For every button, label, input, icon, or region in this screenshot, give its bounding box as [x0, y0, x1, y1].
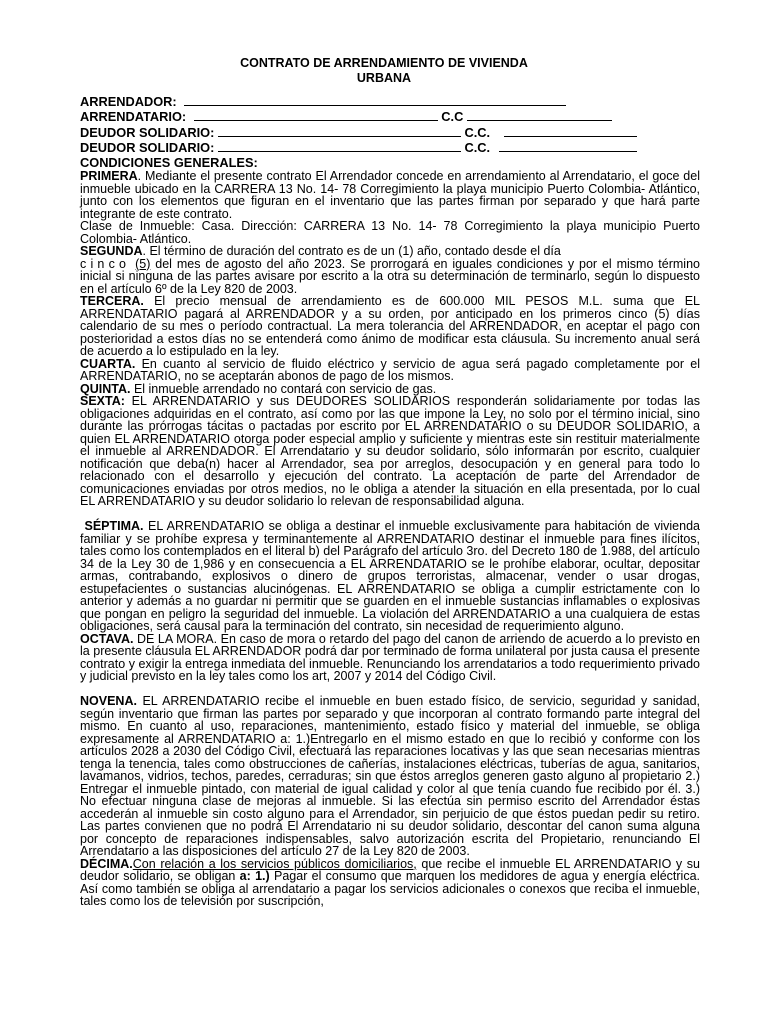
clause-primera: [80, 170, 700, 220]
arrendador-row: [80, 94, 640, 109]
deudor-2-blank: [218, 140, 461, 152]
clause-cuarta-label: CUARTA.: [80, 356, 136, 371]
arrendatario-label: ARRENDATARIO:: [80, 109, 187, 125]
clause-cuarta: [80, 358, 700, 383]
deudor-1-row: [80, 125, 640, 140]
clause-segunda-paren: (5): [135, 256, 151, 271]
document-title: [0, 56, 768, 85]
clause-decima-underlined: Con relación a los servicios públicos domiciliarios,: [132, 856, 417, 871]
clause-cuarta-text: En cuanto al servicio de fluido eléctrico y servicio de agua será pagado completamente por el ARRENDATARIO, no se aceptarán abonos de pago de los mismos.: [80, 356, 700, 383]
arrendatario-row: [80, 109, 640, 124]
clause-decima-text-a: que recibe el inmueble EL ARRENDATARIO y su deudor solidario, se obligan: [80, 856, 700, 883]
arrendatario-blank: [194, 109, 438, 121]
clause-tercera-label: TERCERA.: [80, 294, 144, 308]
clause-quinta-label: QUINTA.: [80, 381, 131, 396]
deudor-1-cc-label: C.C.: [464, 124, 491, 140]
clause-quinta-text: El inmueble arrendado no contará con servicio de gas.: [130, 381, 437, 396]
clause-sexta-label: SEXTA:: [80, 394, 125, 408]
clause-novena-label: NOVENA.: [80, 694, 137, 708]
arrendador-blank: [184, 94, 566, 106]
clause-primera-label: PRIMERA: [80, 169, 138, 183]
deudor-2-cc-blank: [499, 140, 637, 152]
clause-septima-text: EL ARRENDATARIO se obliga a destinar el inmueble exclusivamente para habitación de vivienda familiar y se prohíbe expresa y terminantemente al ARRENDATARIO destinar el inmueble para fines ilícitos, tales como los contemplados en el literal b) del Parágrafo del artículo 3ro. del Decreto 180 de 1.988, del artículo 34 de la Ley 30 de 1,986 y en consecuencia a EL ARRENDATARIO se le prohíbe elaborar, ocultar, depositar armas, contrabando, explosivos o dinero de grupos terroristas, almacenar, vender o usar drogas, estupefacientes o sustancias alucinógenas. EL ARRENDATARIO se obliga a cumplir estrictamente con lo anterior y además a no guardar ni permitir que se guarden en el inmueble sustancias inflamables o explosivas que pongan en peligro la seguridad del inmueble. La violación del ARRENDATARIO a una cualquiera de estas obligaciones, será causal para la terminación del contrato, sin necesidad de requerimiento alguno.: [80, 519, 700, 633]
clause-sexta: [80, 395, 700, 508]
deudor-1-cc-blank: [504, 125, 637, 137]
clause-septima: [80, 520, 700, 633]
arrendatario-cc-blank: [467, 109, 612, 121]
deudor-1-blank: [218, 125, 461, 137]
clause-decima: [80, 858, 700, 908]
clause-segunda-text-b: del mes de agosto del año 2023. Se prorrogará en iguales condiciones y por el mismo término inicial si ninguna de las partes avisare por escrito a la otra su determinación de terminarlo, según lo dispuesto en el artículo 6º de la Ley 820 de 2003.: [80, 256, 700, 296]
clause-segunda-label: SEGUNDA: [80, 244, 143, 258]
clause-segunda-cinco: cinco: [80, 256, 131, 271]
clause-octava-text: DE LA MORA. En caso de mora o retardo del pago del canon de arriendo de acuerdo a lo previsto en la presente cláusula EL ARRENDADOR podrá dar por terminado de forma unilateral por justa causa el presente contrato y exigir la entrega inmediata del inmueble. Renunciando los arrendatarios a todo requerimiento privado y judicial previsto en la ley tales como los art, 2007 y 2014 del Código Civil.: [80, 631, 700, 683]
clause-tercera: [80, 295, 700, 358]
clause-decima-bold-a: a:: [239, 869, 251, 883]
arrendador-label: ARRENDADOR:: [80, 94, 177, 109]
clause-decima-label: DÉCIMA.: [80, 856, 133, 871]
clause-segunda-text-a: . El término de duración del contrato es de un (1) año, contado desde el día: [142, 244, 561, 258]
deudor-1-label: DEUDOR SOLIDARIO:: [80, 124, 215, 140]
clause-segunda: [80, 245, 700, 295]
clause-octava: [80, 633, 700, 683]
clause-clase: Clase de Inmueble: Casa. Dirección: CARRERA 13 No. 14- 78 Corregimiento la playa municipio Puerto Colombia- Atlántico.: [80, 219, 700, 246]
deudor-2-label: DEUDOR SOLIDARIO:: [80, 140, 215, 156]
clause-sexta-text: EL ARRENDATARIO y sus DEUDORES SOLIDARIOS responderán solidariamente por todas las obligaciones adquiridas en el contrato, así como por las que impone la Ley, no solo por el término inicial, sino durante las prórrogas tácitas o pactadas por escrito por EL ARRENDATARIO o su DEUDOR SOLIDARIO, a quien EL ARRENDATARIO otorga poder especial amplio y suficiente y mientras este sin restituir materialmente el inmueble al ARRENDADOR. El Arrendatario y su deudor solidario, sólo informarán por escrito, cualquier notificación que deba(n) hacer al Arrendador, sea por arreglos, desocupación y en general para todo lo relacionado con el desarrollo y ejecución del contrato. La aceptación de parte del Arrendador de comunicaciones enviadas por otros medios, no le obliga a atender la situación en ella presentada, por lo cual EL ARRENDATARIO y su deudor solidario lo relevan de responsabilidad alguna.: [80, 394, 700, 508]
deudor-2-cc-label: C.C.: [464, 140, 491, 156]
clause-primera-text: . Mediante el presente contrato El Arrendador concede en arrendamiento al Arrendatario, el goce del inmueble ubicado en la CARRERA 13 No. 14- 78 Corregimiento la playa municipio Puerto Colombia- Atlántico, junto con los elementos que figuran en el inventario que las partes firman por separado y que hará parte integrante de este contrato.: [80, 169, 700, 221]
parties-block: [80, 94, 640, 170]
clause-decima-text-b: Pagar el consumo que marquen los medidores de agua y energía eléctrica. Así como también se obliga al arrendatario a pagar los servicios adicionales o conexos que reciba el inmueble, tales como los de televisión por suscripción,: [80, 869, 701, 908]
condiciones-heading: CONDICIONES GENERALES:: [80, 154, 258, 170]
clause-septima-label: SÉPTIMA.: [84, 519, 144, 533]
contract-body: [80, 170, 700, 908]
arrendatario-cc-label: C.C: [441, 109, 464, 125]
deudor-2-row: [80, 140, 640, 155]
clause-novena: [80, 695, 700, 858]
title-line-2: URBANA: [356, 70, 412, 85]
clause-novena-text: EL ARRENDATARIO recibe el inmueble en buen estado físico, de servicio, seguridad y sanidad, según inventario que firman las partes por separado y que incorporan al contrato formando parte integral del mismo. En cuanto al uso, reparaciones, mantenimiento, estado físico y material del inmueble, se obliga expresamente al ARRENDATARIO a: 1.)Entregarlo en el mismo estado en que lo recibió y conforme con los artículos 2028 a 2030 del Código Civil, efectuará las reparaciones locativas y las que sean necesarias mientras tenga la tenencia, tales como obstrucciones de cañerías, instalaciones eléctricas, tuberías de agua, sanitarios, lavamanos, vidrios, techos, paredes, cerraduras; sin que éstos arreglos generen gasto alguno al propietario 2.) Entregar el inmueble pintado, con material de igual calidad y color al que tenía cuando fue recibido por él. 3.) No efectuar ninguna clase de mejoras al inmueble. Si las efectúa sin permiso escrito del Arrendador éstas accederán al inmueble sin costo alguno para el Arrendador, sin perjuicio de que éstos puedan pedir su retiro. Las partes convienen que no podrá El Arrendatario ni su deudor solidario, descontar del canon suma alguna por concepto de reparaciones indispensables, salvo autorización escrita del Propietario, renunciando El Arrendatario a las disposiciones del artículo 27 de la Ley 820 de 2003.: [80, 694, 700, 858]
clause-decima-bold-1: 1.): [255, 869, 270, 883]
clause-octava-label: OCTAVA.: [80, 631, 134, 646]
clause-tercera-text: El precio mensual de arrendamiento es de 600.000 MIL PESOS M.L. suma que EL ARRENDATARIO pagará al ARRENDADOR y a su orden, por anticipado en los primeros cinco (5) días calendario de su mes o período contractual. La mera tolerancia del ARRENDADOR, en aceptar el pago con posterioridad a estos días no se entenderá como ánimo de modificar esta cláusula. Su incremento anual será de acuerdo a lo estipulado en la ley.: [80, 294, 700, 358]
title-line-1: CONTRATO DE ARRENDAMIENTO DE VIVIENDA: [240, 56, 528, 70]
